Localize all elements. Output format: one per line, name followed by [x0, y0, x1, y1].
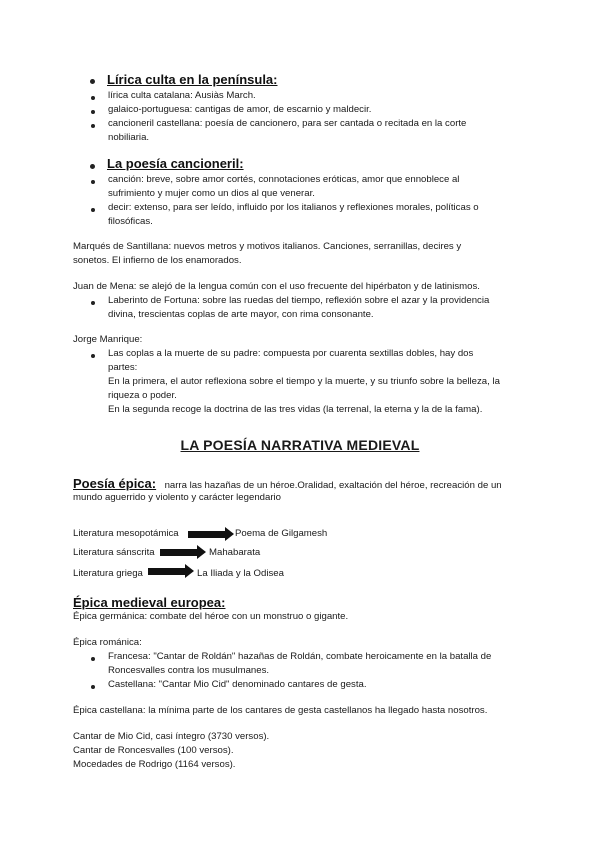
bullet: [91, 354, 95, 358]
list-item-cont: nobiliaria.: [108, 132, 150, 143]
heading-poesia-cancioneril: La poesía cancioneril:: [107, 156, 244, 171]
literatura-work: La Iliada y la Odisea: [197, 568, 284, 579]
paragraph-mena: Juan de Mena: se alejó de la lengua común con el uso frecuente del hipérbaton y de latinismos.: [73, 281, 480, 292]
list-item: Castellana: "Cantar Mio Cid" denominado cantares de gesta.: [108, 679, 367, 690]
list-item: canción: breve, sobre amor cortés, connotaciones eróticas, amor que ennoblece al: [108, 174, 460, 185]
list-item: lírica culta catalana: Ausiàs March.: [108, 90, 256, 101]
heading-epica-europea: Épica medieval europea:: [73, 595, 226, 610]
list-item: decir: extenso, para ser leído, influido por los italianos y reflexiones morales, políticas o: [108, 202, 479, 213]
list-item-cont: Roncesvalles contra los musulmanes.: [108, 665, 270, 676]
arrow-right-icon: [148, 566, 194, 576]
paragraph-santillana: Marqués de Santillana: nuevos metros y motivos italianos. Canciones, serranillas, decires y: [73, 241, 462, 252]
list-item-cont: sufrimiento y mujer como un dios al que venerar.: [108, 188, 315, 199]
literatura-work: Poema de Gilgamesh: [235, 528, 328, 539]
cantar-line: Cantar de Roncesvalles (100 versos).: [73, 745, 234, 756]
paragraph-castellana: Épica castellana: la mínima parte de los cantares de gesta castellanos ha llegado hasta nosotros.: [73, 705, 488, 716]
paragraph-santillana-cont: sonetos. El infierno de los enamorados.: [73, 255, 242, 266]
list-item-cont: filosóficas.: [108, 216, 153, 227]
literatura-label: Literatura mesopotámica: [73, 528, 179, 539]
heading-lirica-culta: Lírica culta en la península:: [107, 72, 278, 87]
bullet: [91, 657, 95, 661]
bullet: [91, 301, 95, 305]
bullet-heading-lirica: [90, 79, 95, 84]
cantar-line: Cantar de Mio Cid, casi íntegro (3730 versos).: [73, 731, 270, 742]
list-item-cont: partes:: [108, 362, 138, 373]
list-item: Las coplas a la muerte de su padre: compuesta por cuarenta sextillas dobles, hay dos: [108, 348, 474, 359]
bullet: [91, 685, 95, 689]
list-item-cont: En la segunda recoge la doctrina de las tres vidas (la terrenal, la eterna y la de la fama).: [108, 404, 483, 415]
list-item-cont: riqueza o poder.: [108, 390, 177, 401]
list-item: Francesa: "Cantar de Roldán" hazañas de Roldán, combate heroicamente en la batalla de: [108, 651, 492, 662]
cantar-line: Mocedades de Rodrigo (1164 versos).: [73, 759, 236, 770]
literatura-label: Literatura griega: [73, 568, 143, 579]
bullet: [91, 124, 95, 128]
arrow-right-icon: [160, 547, 206, 557]
paragraph-romanica: Épica románica:: [73, 637, 142, 648]
bullet: [91, 96, 95, 100]
page-title: LA POESÍA NARRATIVA MEDIEVAL: [180, 437, 420, 453]
paragraph-germanica: Épica germánica: combate del héroe con un monstruo o gigante.: [73, 611, 349, 622]
list-item-cont: divina, trescientas coplas de arte mayor, con rima consonante.: [108, 309, 374, 320]
list-item: Laberinto de Fortuna: sobre las ruedas del tiempo, reflexión sobre el azar y la providencia: [108, 295, 490, 306]
epica-text-cont: mundo aguerrido y violento y carácter legendario: [73, 492, 281, 503]
paragraph-manrique: Jorge Manrique:: [73, 334, 143, 345]
list-item: cancioneril castellana: poesía de cancionero, para ser cantada o recitada en la corte: [108, 118, 467, 129]
epica-text: narra las hazañas de un héroe.Oralidad, exaltación del héroe, recreación de un: [164, 480, 502, 491]
literatura-label: Literatura sánscrita: [73, 547, 155, 558]
arrow-right-icon: [188, 529, 234, 539]
bullet: [91, 110, 95, 114]
literatura-work: Mahabarata: [209, 547, 261, 558]
bullet-heading-cancioneril: [90, 164, 95, 169]
heading-poesia-epica: Poesía épica:: [73, 476, 157, 491]
list-item-cont: En la primera, el autor reflexiona sobre el tiempo y la muerte, y su triunfo sobre la belleza, la: [108, 376, 500, 387]
bullet: [91, 208, 95, 212]
list-item: galaico-portuguesa: cantigas de amor, de escarnio y maldecir.: [108, 104, 372, 115]
bullet: [91, 180, 95, 184]
